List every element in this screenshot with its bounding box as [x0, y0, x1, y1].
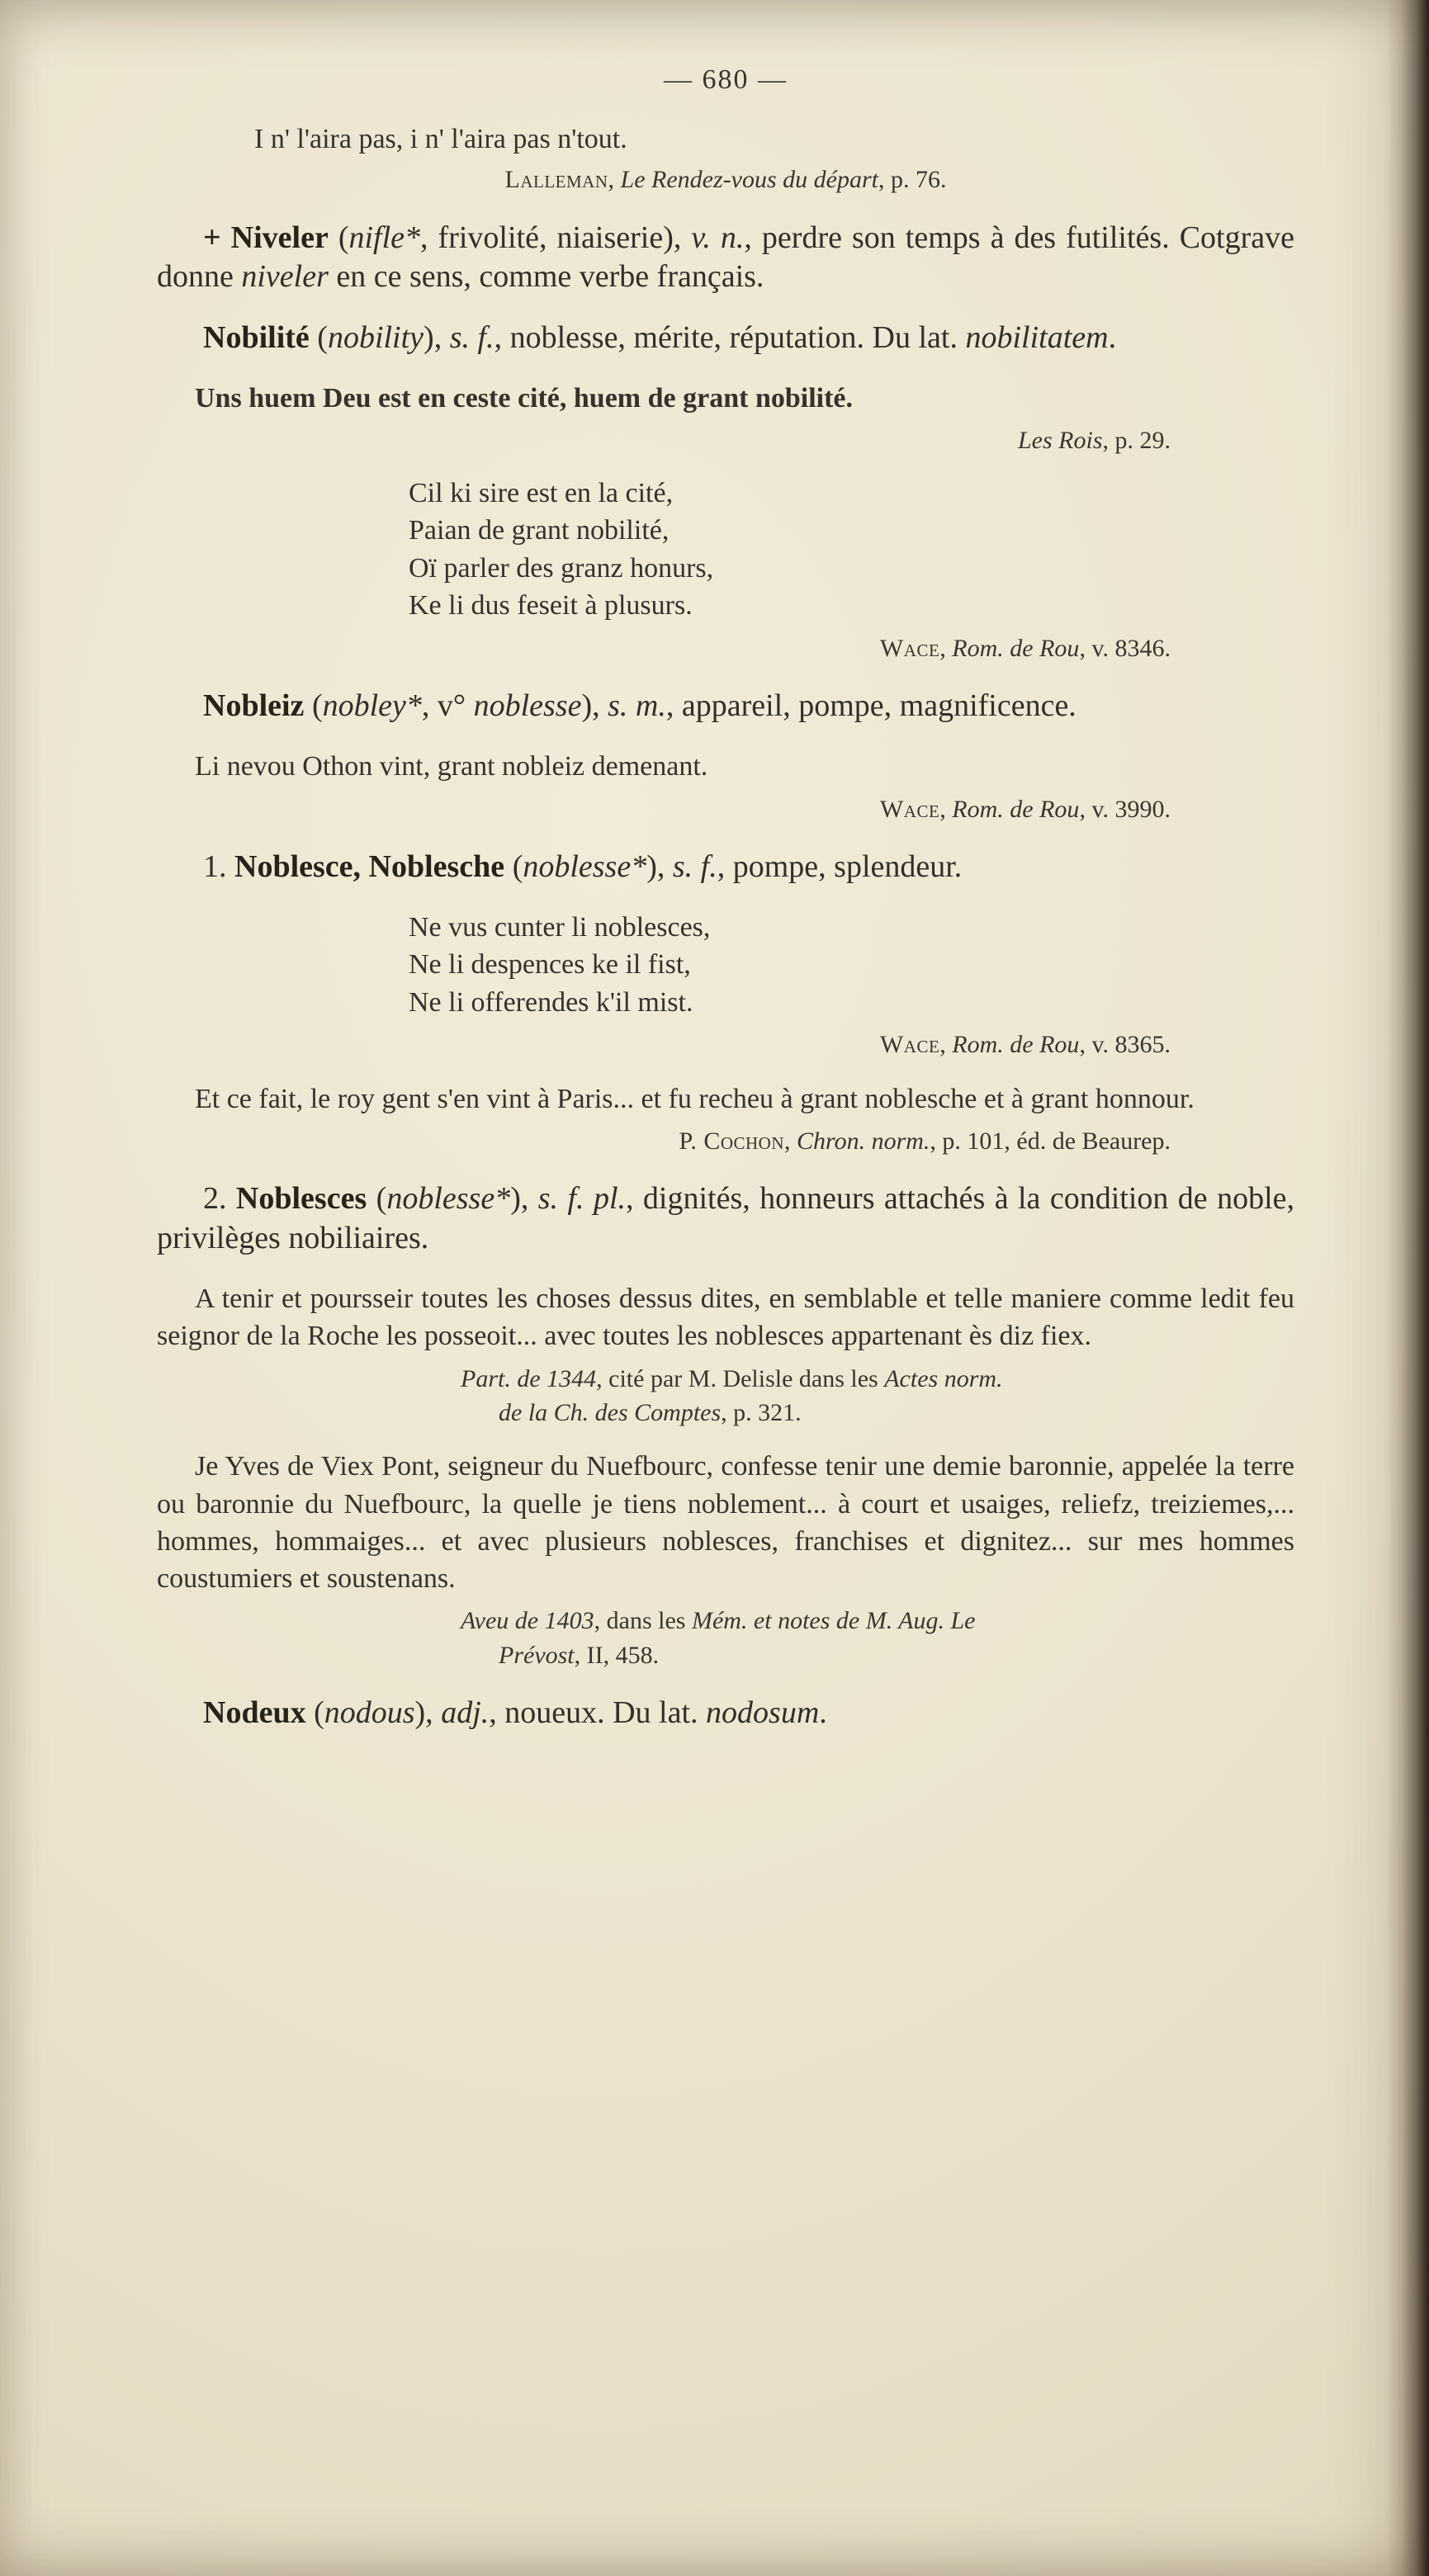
italic-text: Mém. et notes de M. Aug. Le — [691, 1607, 976, 1635]
citation — [461, 1362, 1294, 1430]
italic-text: de la Ch. des Comptes — [499, 1399, 722, 1426]
italic-text: v. n. — [691, 220, 745, 255]
citation-line: Wace, Rom. de Rou, v. 8365. — [879, 1031, 1171, 1059]
verse-line: Ke li dus feseit à plusurs. — [409, 590, 693, 622]
citation-line: Wace, Rom. de Rou, v. 8346. — [879, 635, 1171, 663]
italic-text: Aveu de 1403 — [461, 1607, 594, 1635]
headword-bold: Nobleiz — [203, 688, 305, 724]
smallcaps-name: P. Cochon — [679, 1127, 784, 1156]
italic-text: Actes norm. — [884, 1364, 1003, 1392]
headword-bold: Nobilité — [203, 320, 310, 356]
verse-line: Ne vus cunter li noblesces, — [409, 911, 711, 943]
citation — [157, 1124, 1294, 1158]
dictionary-entry: Nodeux (nodous), adj., noueux. Du lat. nodosum. — [203, 1695, 827, 1731]
italic-text: Le Rendez-vous du départ — [620, 166, 878, 194]
italic-text: nodosum — [706, 1695, 820, 1731]
quotation: Uns huem Deu est en ceste cité, huem de grant nobilité. — [195, 383, 854, 414]
citation-line: Les Rois, p. 29. — [1017, 427, 1171, 455]
verse-line: Ne li despences ke il fist, — [409, 949, 691, 981]
citation — [157, 631, 1294, 665]
verse-line: Ne li offerendes k'il mist. — [409, 986, 693, 1018]
italic-text: nodous — [324, 1695, 415, 1731]
page-binding-shadow — [1386, 0, 1429, 2576]
verse-quotation — [409, 475, 1294, 625]
italic-text: s. f. — [672, 848, 717, 884]
italic-text: niveler — [241, 259, 329, 295]
page-content — [157, 64, 1294, 1755]
italic-text: Part. de 1344 — [461, 1364, 597, 1392]
smallcaps-name: Wace — [879, 1031, 940, 1059]
smallcaps-name: Lalleman — [504, 166, 608, 194]
headword-bold: Noblesces — [235, 1181, 367, 1217]
citation — [157, 1028, 1294, 1061]
italic-text: Rom. de Rou — [952, 1031, 1080, 1059]
quotation: Et ce fait, le roy gent s'en vint à Paris... et fu recheu à grant noblesche et à grant honnour. — [195, 1083, 1195, 1114]
citation-line: Lalleman, Le Rendez-vous du départ, p. 76. — [504, 166, 947, 194]
headword-bold: Noblesce, Noblesche — [234, 848, 505, 884]
citation-line: Part. de 1344, cité par M. Delisle dans les Actes norm. — [461, 1364, 1003, 1392]
italic-text: noblesse* — [386, 1181, 511, 1217]
dictionary-entry: 1. Noblesce, Noblesche (noblesse*), s. f., pompe, splendeur. — [203, 848, 963, 884]
italic-text: nobility — [327, 320, 424, 356]
italic-text: noblesse* — [523, 848, 647, 884]
italic-text: Prévost — [499, 1641, 575, 1669]
italic-text: nobilitatem — [965, 320, 1109, 356]
verse-quotation — [409, 909, 1294, 1022]
italic-text: Les Rois — [1017, 427, 1103, 455]
italic-text: noblesse — [473, 688, 582, 724]
page-number: — 680 — — [664, 64, 788, 95]
citation-line: Wace, Rom. de Rou, v. 3990. — [879, 795, 1171, 823]
verse-line: Oï parler des granz honurs, — [409, 552, 714, 584]
citation — [157, 423, 1294, 457]
verse-line: Paian de grant nobilité, — [409, 515, 670, 546]
citation-line: de la Ch. des Comptes, p. 321. — [499, 1399, 802, 1426]
headword-bold: Nodeux — [203, 1695, 306, 1731]
quotation: I n' l'aira pas, i n' l'aira pas n'tout. — [254, 124, 627, 154]
quotation: Li nevou Othon vint, grant nobleiz demenant. — [195, 751, 708, 782]
citation — [461, 1604, 1294, 1672]
citation-line: P. Cochon, Chron. norm., p. 101, éd. de Beaurep. — [679, 1127, 1171, 1156]
italic-text: Rom. de Rou — [952, 795, 1080, 823]
italic-text: s. m. — [608, 688, 666, 724]
quotation: Je Yves de Viex Pont, seigneur du Nuefbourc, confesse tenir une demie baronnie, appelée la terre ou baronnie du Nuefbourc, la quelle je tiens noblement... à court et usaiges, reliefz, treiziemes,... hommes, hommaiges... et avec plusieurs noblesces, franchises et dignitez... sur mes hommes coustumiers et soustenans. — [157, 1451, 1294, 1595]
verse-line: Cil ki sire est en la cité, — [409, 477, 674, 508]
italic-text: s. f. — [449, 320, 494, 356]
citation — [157, 163, 1294, 196]
italic-text: Chron. norm. — [797, 1127, 930, 1156]
italic-text: Rom. de Rou — [952, 635, 1080, 663]
citation — [157, 792, 1294, 826]
dictionary-entry: Nobilité (nobility), s. f., noblesse, mérite, réputation. Du lat. nobilitatem. — [203, 320, 1117, 356]
dictionary-entry: + Niveler (nifle*, frivolité, niaiserie), v. n., perdre son temps à des futilités. Cotgrave donne niveler en ce sens, comme verbe français. — [157, 220, 1295, 295]
citation-line: Prévost, II, 458. — [499, 1641, 660, 1669]
headword-bold: Niveler — [230, 220, 329, 255]
quotation: A tenir et poursseir toutes les choses dessus dites, en semblable et telle maniere comme ledit feu seignor de la Roche les posseoit... avec toutes les noblesces appartenant ès diz fiex. — [157, 1283, 1294, 1352]
italic-text: adj. — [441, 1695, 490, 1731]
italic-text: nobley* — [322, 688, 422, 724]
smallcaps-name: Wace — [879, 795, 940, 823]
dictionary-entry: 2. Noblesces (noblesse*), s. f. pl., dignités, honneurs attachés à la condition de noble, privilèges nobiliaires. — [157, 1181, 1295, 1256]
dictionary-entry: Nobleiz (nobley*, v° noblesse), s. m., appareil, pompe, magnificence. — [203, 688, 1076, 724]
smallcaps-name: Wace — [879, 635, 940, 663]
headword-bold: + — [203, 220, 221, 255]
italic-text: nifle* — [348, 220, 421, 255]
citation-line: Aveu de 1403, dans les Mém. et notes de M. Aug. Le — [461, 1607, 976, 1635]
italic-text: s. f. pl. — [537, 1181, 627, 1217]
